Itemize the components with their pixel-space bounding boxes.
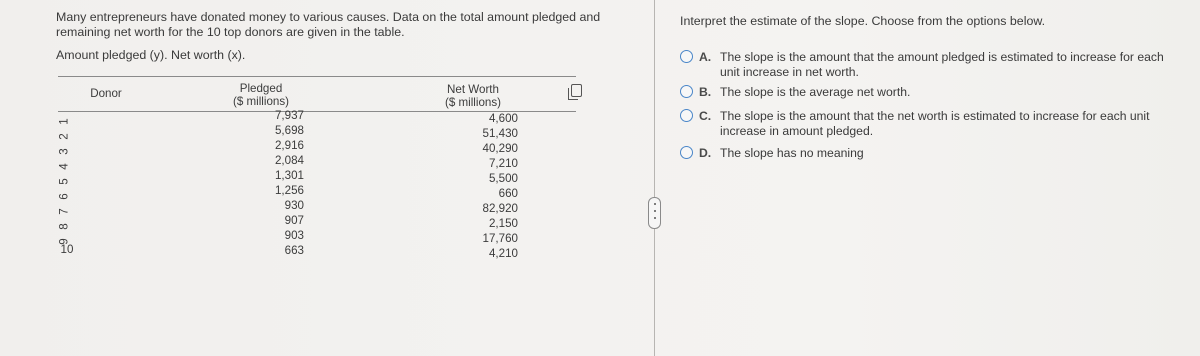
option-d-text: The slope has no meaning <box>720 146 864 160</box>
net-worth-cell: 4,210 <box>488 247 518 260</box>
row-number: 6 <box>57 193 71 200</box>
panel-resize-handle[interactable] <box>648 197 661 229</box>
header-net-worth-title: Net Worth <box>447 83 499 96</box>
pledged-cell: 907 <box>284 214 304 227</box>
row-number: 8 <box>57 223 71 230</box>
question-text: Interpret the estimate of the slope. Choose from the options below. <box>680 14 1046 28</box>
net-worth-cell: 5,500 <box>488 172 518 185</box>
header-net-worth-units: ($ millions) <box>444 96 502 109</box>
option-c-text: The slope is the amount that the net worth is estimated to increase for each unit increase in amount pledged. <box>720 109 1150 138</box>
panel-divider <box>654 0 655 356</box>
option-d-letter: D. <box>699 146 712 160</box>
header-pledged-title: Pledged <box>239 82 283 95</box>
radio-c[interactable] <box>680 109 693 122</box>
pledged-cell: 1,301 <box>274 169 304 182</box>
radio-d[interactable] <box>680 146 693 159</box>
option-a-letter: A. <box>699 50 712 64</box>
header-pledged-units: ($ millions) <box>232 95 290 108</box>
net-worth-cell: 4,600 <box>488 112 518 125</box>
net-worth-cell: 40,290 <box>482 142 518 155</box>
net-worth-cell: 51,430 <box>482 127 518 140</box>
option-b-letter: B. <box>699 85 712 99</box>
pledged-cell: 903 <box>284 229 304 242</box>
pledged-cell: 930 <box>284 199 304 212</box>
option-a[interactable] <box>680 50 1190 80</box>
net-worth-cell: 82,920 <box>482 202 518 215</box>
problem-line-2: remaining net worth for the 10 top donors are given in the table. <box>56 25 405 39</box>
pledged-cell: 2,916 <box>274 139 304 152</box>
net-worth-cell: 2,150 <box>488 217 518 230</box>
radio-a[interactable] <box>680 50 693 63</box>
problem-statement <box>56 10 636 40</box>
pledged-cell: 7,937 <box>274 109 304 122</box>
net-worth-cell: 660 <box>498 187 518 200</box>
variable-definitions: Amount pledged (y). Net worth (x). <box>56 48 246 62</box>
option-b[interactable] <box>680 85 1190 100</box>
row-number: 9 <box>57 238 71 245</box>
problem-line-1: Many entrepreneurs have donated money to various causes. Data on the total amount pledged and <box>56 10 601 24</box>
row-number: 1 <box>57 118 71 125</box>
row-number: 5 <box>57 178 71 185</box>
row-number: 2 <box>57 133 71 140</box>
row-number: 3 <box>57 148 71 155</box>
header-pledged <box>222 82 300 108</box>
row-number: 7 <box>57 208 71 215</box>
option-d[interactable] <box>680 146 1190 161</box>
pledged-cell: 5,698 <box>274 124 304 137</box>
row-number: 10 <box>60 243 74 256</box>
option-c[interactable] <box>680 109 1190 139</box>
radio-b[interactable] <box>680 85 693 98</box>
table-top-rule <box>58 76 576 77</box>
net-worth-column <box>460 111 518 261</box>
header-net-worth <box>434 83 512 109</box>
net-worth-cell: 7,210 <box>488 157 518 170</box>
option-b-text: The slope is the average net worth. <box>720 85 911 99</box>
option-a-text: The slope is the amount that the amount pledged is estimated to increase for each unit increase in net worth. <box>720 50 1164 79</box>
header-donor: Donor <box>90 87 122 100</box>
copy-data-icon[interactable] <box>571 84 582 97</box>
pledged-cell: 1,256 <box>274 184 304 197</box>
pledged-cell: 2,084 <box>274 154 304 167</box>
row-number: 4 <box>57 163 71 170</box>
option-c-letter: C. <box>699 109 712 123</box>
net-worth-cell: 17,760 <box>482 232 518 245</box>
pledged-cell: 663 <box>284 244 304 257</box>
pledged-column <box>248 108 304 258</box>
